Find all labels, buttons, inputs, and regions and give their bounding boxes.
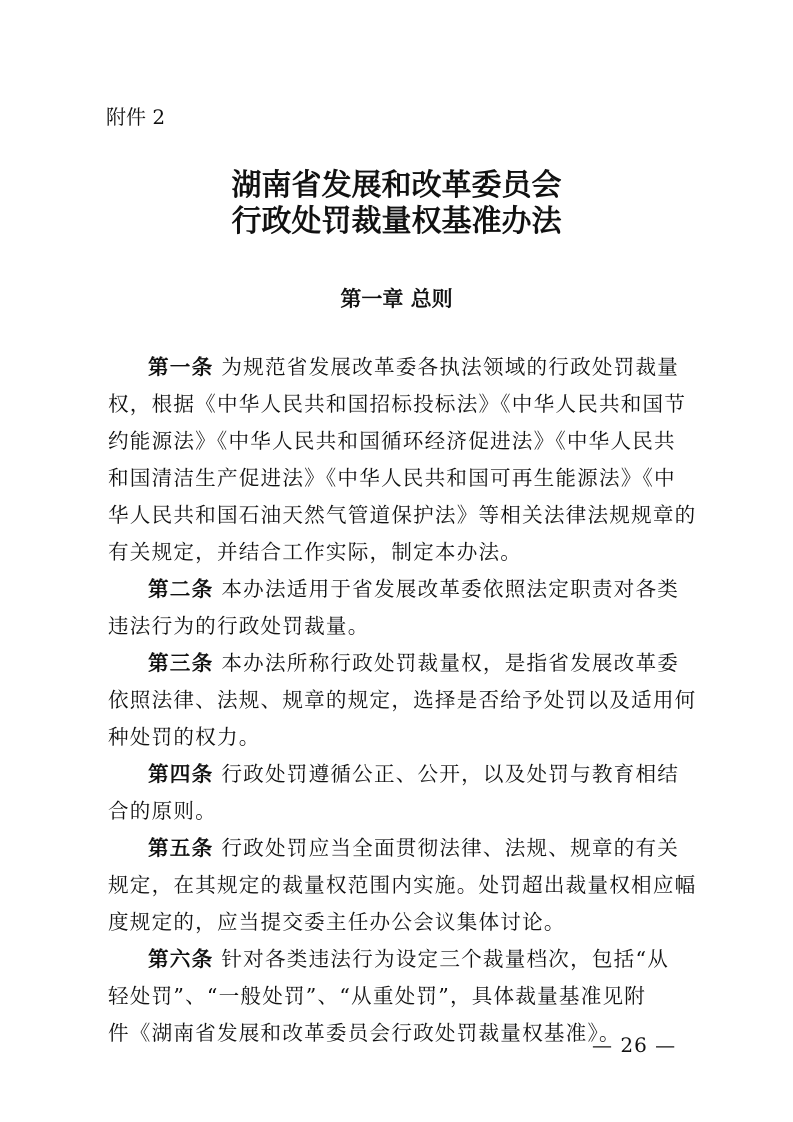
article-3-line-1 <box>148 646 679 680</box>
article-6-label: 第六条 <box>148 947 214 971</box>
article-4-label: 第四条 <box>148 762 214 786</box>
article-1-text: 为规范省发展改革委各执法领域的行政处罚裁量 <box>221 355 680 379</box>
article-6-line-2: 轻处罚”、“一般处罚”、“从重处罚”，具体裁量基准见附 <box>108 984 647 1008</box>
article-5-text: 行政处罚应当全面贯彻法律、法规、规章的有关 <box>221 836 680 860</box>
article-2-label: 第二条 <box>148 577 214 601</box>
document-title-line-1: 湖南省发展和改革委员会 <box>231 168 562 203</box>
chapter-heading: 第一章 总则 <box>340 287 453 311</box>
article-1-line-6: 有关规定，并结合工作实际，制定本办法。 <box>108 540 523 564</box>
attachment-label: 附件 2 <box>106 105 166 129</box>
article-6-line-1 <box>148 942 669 976</box>
article-3-line-2: 依照法律、法规、规章的规定，选择是否给予处罚以及适用何 <box>108 688 697 712</box>
article-1-line-2: 权，根据《中华人民共和国招标投标法》《中华人民共和国节 <box>108 392 687 416</box>
article-1-label: 第一条 <box>148 355 214 379</box>
page-number: — 26 — <box>592 1033 677 1057</box>
article-6-line-3: 件《湖南省发展和改革委员会行政处罚裁量权基准》。 <box>108 1021 621 1045</box>
article-3-line-3: 种处罚的权力。 <box>108 725 261 749</box>
article-4-line-2: 合的原则。 <box>108 799 217 823</box>
article-4-text: 行政处罚遵循公正、公开，以及处罚与教育相结 <box>221 762 680 786</box>
article-5-line-2: 规定，在其规定的裁量权范围内实施。处罚超出裁量权相应幅 <box>108 873 697 897</box>
article-2-text: 本办法适用于省发展改革委依照法定职责对各类 <box>221 577 680 601</box>
article-2-line-1 <box>148 572 679 606</box>
article-3-label: 第三条 <box>148 651 214 675</box>
article-1-line-1 <box>148 350 679 384</box>
article-6-text: 针对各类违法行为设定三个裁量档次，包括“从 <box>221 947 669 971</box>
article-5-label: 第五条 <box>148 836 214 860</box>
article-3-text: 本办法所称行政处罚裁量权，是指省发展改革委 <box>221 651 680 675</box>
article-1-line-3: 约能源法》《中华人民共和国循环经济促进法》《中华人民共 <box>108 429 676 453</box>
document-title-line-2: 行政处罚裁量权基准办法 <box>231 204 562 239</box>
article-5-line-1 <box>148 831 679 865</box>
article-4-line-1 <box>148 757 679 791</box>
article-1-line-4: 和国清洁生产促进法》《中华人民共和国可再生能源法》《中 <box>108 466 676 490</box>
article-2-line-2: 违法行为的行政处罚裁量。 <box>108 614 370 638</box>
article-1-line-5: 华人民共和国石油天然气管道保护法》等相关法律法规规章的 <box>108 503 697 527</box>
article-5-line-3: 度规定的，应当提交委主任办公会议集体讨论。 <box>108 910 566 934</box>
